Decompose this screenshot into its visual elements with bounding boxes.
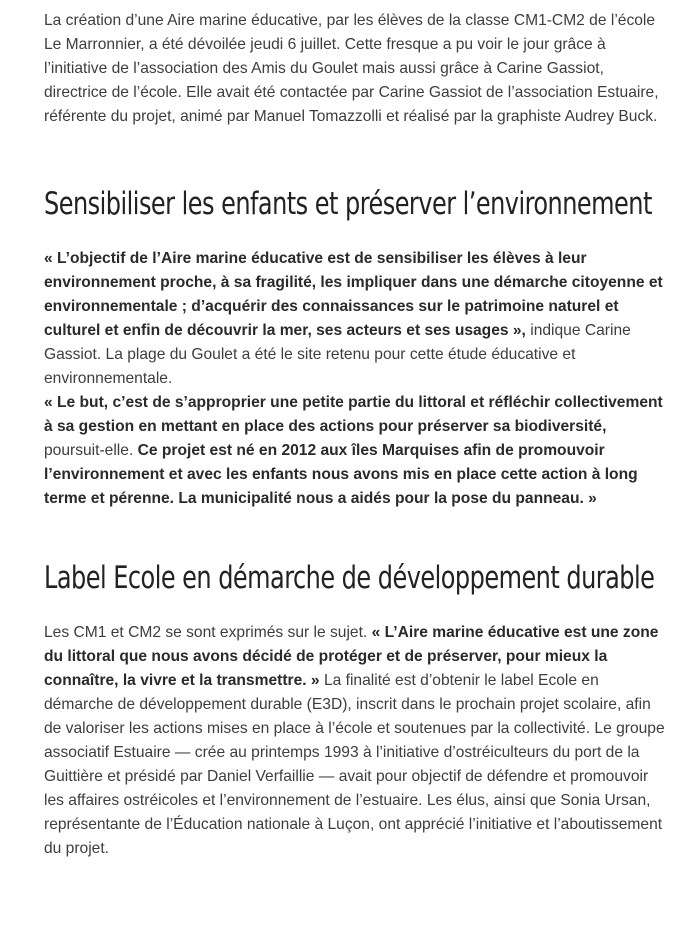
quote-projet: Ce projet est né en 2012 aux îles Marquises afin de promouvoir l’environnement et avec les enfants nous avons mis en place cette action à long terme et pérenne. La municipalité nous a aidés pour la pose du panneau. » [44,442,638,507]
spacer [44,511,668,559]
paragraph-label-ecole [44,621,668,861]
spacer [44,129,668,185]
section-heading-label-ecole: Label Ecole en démarche de développement durable [44,560,655,596]
intro-paragraph: La création d’une Aire marine éducative, par les élèves de la classe CM1-CM2 de l’école Le Marronnier, a été dévoilée jeudi 6 juillet. Cette fresque a pu voir le jour grâce à l’initiative de l’association des Amis du Goulet mais aussi grâce à Carine Gassiot, directrice de l’école. Elle avait été contactée par Carine Gassiot de l’association Estuaire, référente du projet, animé par Manuel Tomazzolli et réalisé par la graphiste Audrey Buck. [44,12,659,125]
article-body [44,9,668,861]
quote-but: « Le but, c’est de s’approprier une petite partie du littoral et réfléchir collectivement à sa gestion en mettant en place des actions pour préserver sa biodiversité, [44,394,663,435]
attribution-text: indique Carine Gassiot. La plage du Goulet a été le site retenu pour cette étude éducative et environnementale. [44,322,631,387]
spacer [44,597,668,621]
quote-aire-marine: « L’Aire marine éducative est une zone du littoral que nous avons décidé de protéger et de préserver, pour mieux la connaître, la vivre et la transmettre. » [44,624,659,689]
quote-objectif: « L’objectif de l’Aire marine éducative est de sensibiliser les élèves à leur environnement proche, à sa fragilité, les impliquer dans une démarche citoyenne et environnementale ; d’acquérir des connaissances sur le patrimoine naturel et culturel et enfin de découvrir la mer, ses acteurs et ses usages », [44,250,663,339]
section-heading-sensibiliser: Sensibiliser les enfants et préserver l’environnement [44,186,652,222]
body-text: Les CM1 et CM2 se sont exprimés sur le sujet. [44,624,372,641]
attribution-text: poursuit-elle. [44,442,138,459]
quote-paragraph-but [44,391,668,511]
quote-paragraph-objectif [44,247,668,391]
spacer [44,223,668,247]
body-text: La finalité est d’obtenir le label Ecole en démarche de développement durable (E3D), inscrit dans le prochain projet scolaire, afin de valoriser les actions mises en place à l’école et soutenues par la collectivité. Le groupe associatif Estuaire — crée au printemps 1993 à l’initiative d’ostréiculteurs du port de la Guittière et présidé par Daniel Verfaillie — avait pour objectif de défendre et promouvoir les affaires ostréicoles et l’environnement de l’estuaire. Les élus, ainsi que Sonia Ursan, représentante de l’Éducation nationale à Luçon, ont apprécié l’initiative et l’aboutissement du projet. [44,672,665,857]
